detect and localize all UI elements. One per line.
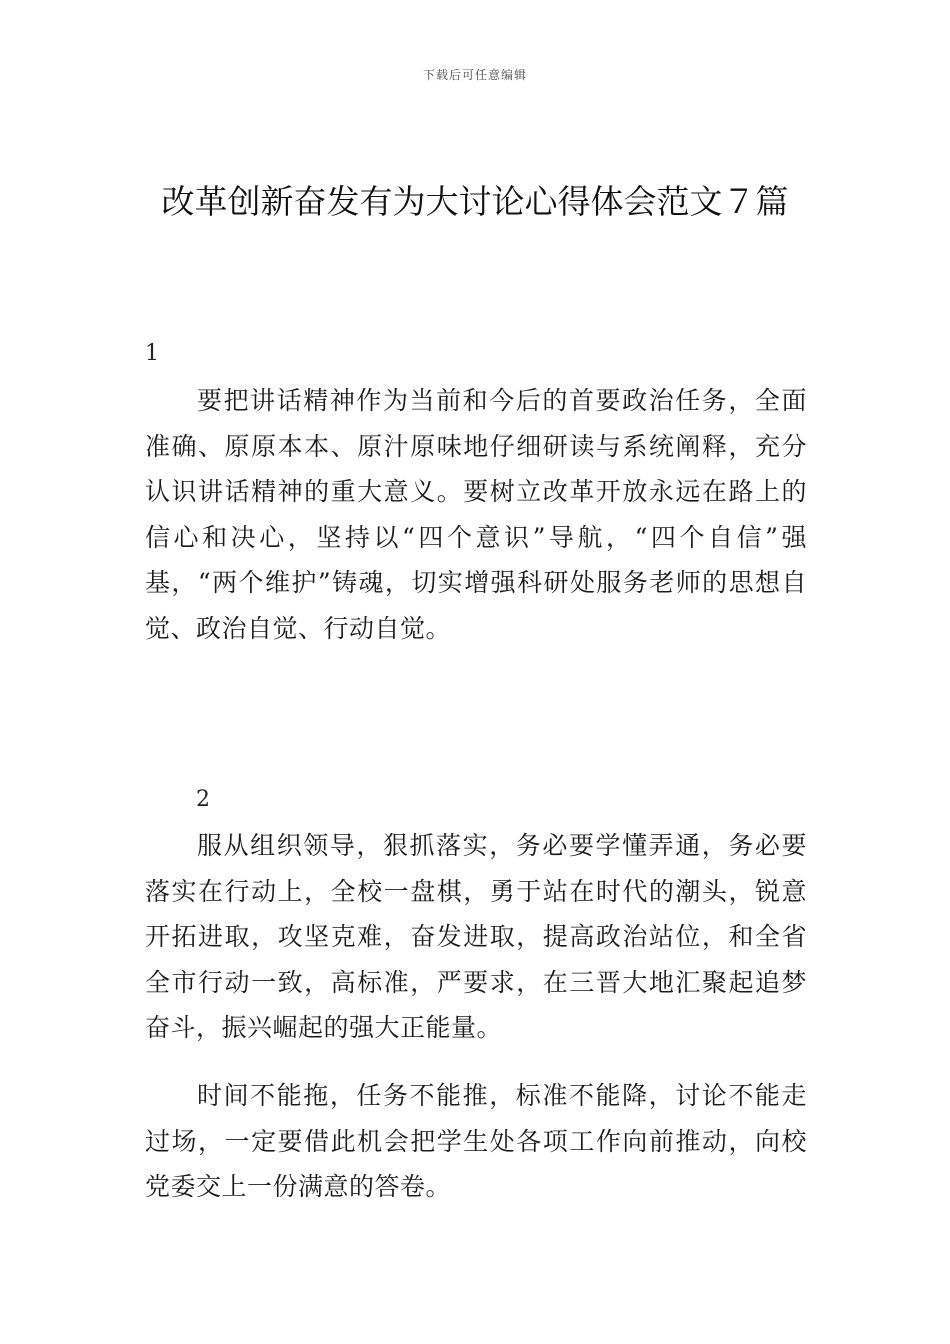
header-note: 下载后可任意编辑	[422, 68, 527, 82]
document-title: 改革创新奋发有为大讨论心得体会范文７篇	[161, 182, 789, 221]
section-number-2: 2	[196, 787, 210, 812]
section-2-paragraph-1: 服从组织领导，狠抓落实，务必要学懂弄通，务必要落实在行动上，全校一盘棋，勇于站在时代的潮头，锐意开拓进取，攻坚克难，奋发进取，提高政治站位，和全省全市行动一致，高标准，严要求，在三晋大地汇聚起追梦奋斗，振兴崛起的强大正能量。	[145, 831, 807, 1042]
section-2-paragraph-2: 时间不能拖，任务不能推，标准不能降，讨论不能走过场，一定要借此机会把学生处各项工作向前推动，向校党委交上一份满意的答卷。	[145, 1081, 807, 1201]
section-number-1: 1	[145, 341, 159, 366]
section-1-paragraph-1: 要把讲话精神作为当前和今后的首要政治任务，全面准确、原原本本、原汁原味地仔细研读与系统阐释，充分认识讲话精神的重大意义。要树立改革开放永远在路上的信心和决心，坚持以“四个意识”导航，“四个自信”强基，“两个维护”铸魂，切实增强科研处服务老师的思想自觉、政治自觉、行动自觉。	[145, 386, 807, 643]
